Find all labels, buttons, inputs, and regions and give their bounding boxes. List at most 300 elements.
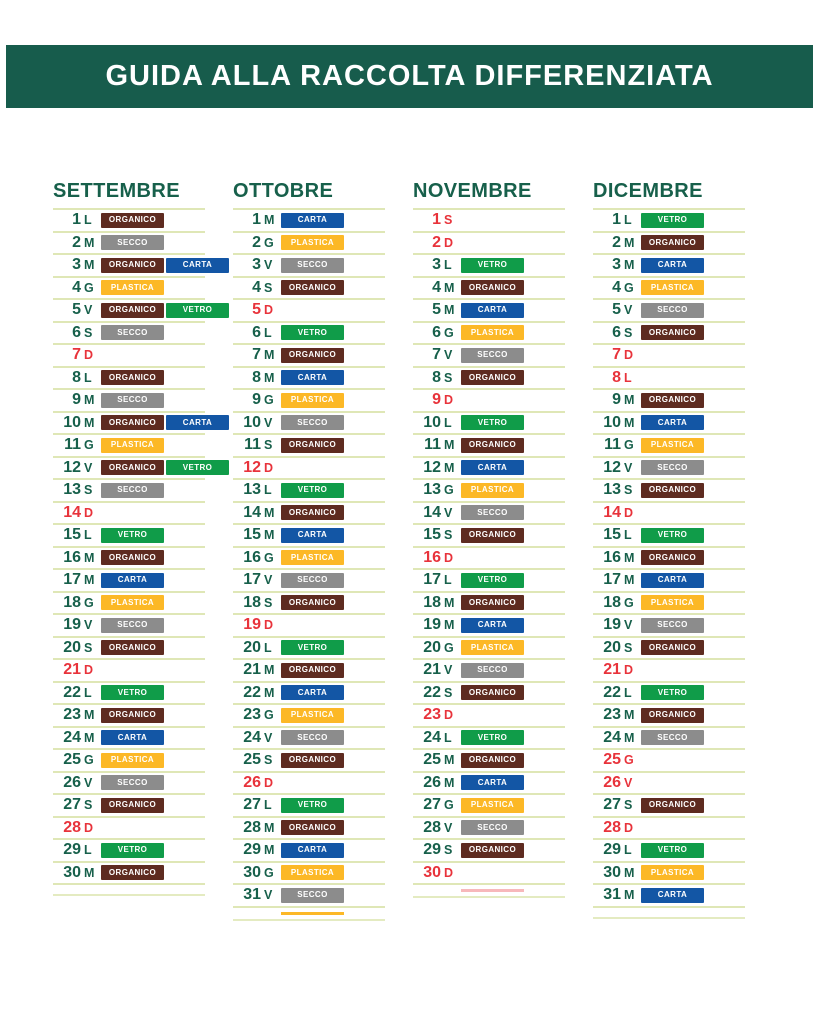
waste-badge-carta: CARTA — [281, 370, 344, 385]
waste-badges — [281, 663, 344, 678]
day-row — [593, 458, 745, 481]
waste-badges — [461, 303, 524, 318]
day-row — [413, 278, 565, 301]
day-row — [233, 638, 385, 661]
weekday-letter: L — [444, 573, 452, 587]
waste-badge-carta: CARTA — [101, 573, 164, 588]
day-row — [53, 413, 213, 436]
weekday-letter: V — [264, 258, 273, 272]
weekday-letter: L — [624, 685, 632, 700]
day-row — [53, 323, 205, 346]
cropped-separator-line — [593, 917, 745, 919]
waste-badge-plastica: PLASTICA — [281, 708, 344, 723]
day-number: 30 — [603, 863, 621, 881]
day-row — [413, 840, 565, 863]
weekday-letter: V — [264, 573, 273, 587]
waste-badges — [641, 888, 704, 903]
weekday-letter: M — [264, 528, 275, 542]
day-row — [53, 435, 205, 458]
weekday-letter: L — [444, 415, 452, 430]
day-row — [593, 863, 745, 886]
day-number: 5 — [72, 301, 81, 319]
weekday-letter: M — [84, 393, 95, 407]
weekday-letter: M — [444, 280, 455, 295]
waste-badge-secco: SECCO — [101, 235, 164, 250]
day-row — [233, 278, 385, 301]
weekday-letter: L — [84, 213, 92, 227]
weekday-letter: S — [444, 370, 453, 385]
waste-badges — [281, 573, 344, 588]
weekday-letter: L — [264, 798, 272, 812]
day-number: 12 — [423, 458, 441, 476]
waste-badges — [461, 618, 524, 633]
day-number: 14 — [603, 503, 621, 521]
day-number: 23 — [63, 706, 81, 724]
day-number: 1 — [612, 211, 621, 229]
weekday-letter: G — [444, 640, 454, 655]
weekday-letter: G — [624, 753, 634, 767]
waste-badge-organico: ORGANICO — [101, 865, 164, 880]
day-row — [233, 413, 385, 436]
waste-badges — [101, 865, 164, 880]
waste-badges — [641, 303, 704, 318]
waste-badge-organico: ORGANICO — [101, 798, 164, 813]
waste-badge-vetro: VETRO — [101, 843, 164, 858]
day-row — [593, 818, 745, 841]
day-number: 16 — [243, 548, 261, 566]
weekday-letter: D — [84, 348, 94, 362]
weekday-letter: L — [444, 730, 452, 745]
waste-badges — [281, 753, 344, 768]
weekday-letter: M — [624, 258, 635, 272]
waste-badge-vetro: VETRO — [281, 325, 344, 340]
day-number: 17 — [243, 571, 261, 589]
waste-badges — [641, 865, 704, 880]
weekday-letter: V — [624, 618, 633, 632]
month-column-novembre — [413, 180, 580, 921]
weekday-letter: D — [624, 820, 634, 835]
waste-badges — [101, 775, 164, 790]
day-row — [413, 570, 565, 593]
weekday-letter: L — [84, 685, 92, 700]
day-row — [233, 818, 385, 841]
day-row — [593, 840, 745, 863]
month-column-dicembre — [593, 180, 760, 921]
waste-badges — [641, 213, 704, 228]
waste-badge-organico: ORGANICO — [101, 258, 164, 273]
day-row — [593, 750, 745, 773]
weekday-letter: V — [444, 505, 453, 520]
cropped-separator-line — [233, 919, 385, 921]
waste-badge-organico: ORGANICO — [641, 483, 704, 498]
waste-badges — [281, 888, 344, 903]
waste-badges — [461, 528, 524, 543]
waste-badges — [641, 550, 704, 565]
day-number: 1 — [432, 211, 441, 229]
day-number: 18 — [63, 593, 81, 611]
day-row — [413, 683, 565, 706]
day-row — [233, 750, 385, 773]
waste-badge-secco: SECCO — [281, 888, 344, 903]
waste-badge-vetro: VETRO — [166, 460, 229, 475]
day-number: 19 — [603, 616, 621, 634]
weekday-letter: V — [264, 730, 273, 745]
waste-badges — [641, 708, 704, 723]
weekday-letter: L — [444, 258, 452, 272]
waste-badges — [641, 573, 704, 588]
waste-badge-secco: SECCO — [461, 663, 524, 678]
day-row — [53, 728, 205, 751]
waste-badge-secco: SECCO — [101, 618, 164, 633]
day-row — [233, 300, 385, 323]
day-row — [53, 638, 205, 661]
day-row — [593, 728, 745, 751]
day-row — [413, 413, 565, 436]
waste-badge-organico: ORGANICO — [641, 798, 704, 813]
waste-badges — [281, 730, 344, 745]
day-number: 4 — [612, 278, 621, 296]
day-row — [413, 593, 565, 616]
waste-badges — [641, 685, 704, 700]
day-row — [53, 210, 205, 233]
waste-badges — [641, 235, 704, 250]
waste-badges — [101, 325, 164, 340]
day-row — [233, 705, 385, 728]
waste-badge-organico: ORGANICO — [101, 708, 164, 723]
waste-badges — [101, 708, 164, 723]
weekday-letter: M — [84, 708, 95, 722]
day-number: 15 — [423, 526, 441, 544]
day-number: 12 — [63, 458, 81, 476]
weekday-letter: D — [444, 235, 454, 250]
weekday-letter: M — [84, 235, 95, 250]
day-row — [413, 638, 565, 661]
waste-badge-plastica: PLASTICA — [101, 595, 164, 610]
weekday-letter: V — [444, 663, 453, 677]
waste-badge-carta: CARTA — [166, 258, 229, 273]
day-number: 6 — [72, 323, 81, 341]
weekday-letter: D — [624, 505, 634, 520]
day-number: 8 — [252, 368, 261, 386]
day-number: 31 — [603, 886, 621, 904]
day-row — [413, 458, 565, 481]
weekday-letter: D — [444, 708, 454, 722]
weekday-letter: L — [624, 528, 632, 542]
day-row — [53, 300, 213, 323]
waste-badge-organico: ORGANICO — [461, 438, 524, 453]
weekday-letter: L — [624, 213, 632, 227]
waste-badge-secco: SECCO — [461, 505, 524, 520]
day-number: 30 — [423, 863, 441, 881]
day-row — [413, 750, 565, 773]
day-row — [233, 795, 385, 818]
waste-badges — [641, 528, 704, 543]
day-row — [413, 435, 565, 458]
day-row — [413, 728, 565, 751]
cropped-next-row-hint — [281, 912, 344, 915]
weekday-letter: V — [84, 460, 93, 475]
day-number: 23 — [243, 706, 261, 724]
waste-badge-plastica: PLASTICA — [281, 393, 344, 408]
day-row — [233, 548, 385, 571]
weekday-letter: G — [624, 280, 634, 295]
waste-badge-organico: ORGANICO — [281, 438, 344, 453]
day-row — [593, 300, 745, 323]
weekday-letter: V — [84, 775, 93, 790]
waste-badge-organico: ORGANICO — [281, 595, 344, 610]
day-number: 30 — [63, 863, 81, 881]
weekday-letter: S — [264, 595, 273, 610]
day-row — [53, 278, 205, 301]
day-row — [593, 683, 745, 706]
waste-badges — [641, 730, 704, 745]
day-number: 27 — [243, 796, 261, 814]
weekday-letter: M — [444, 618, 455, 632]
waste-badges — [281, 820, 344, 835]
waste-badge-organico: ORGANICO — [641, 393, 704, 408]
day-number: 24 — [63, 728, 81, 746]
weekday-letter: G — [444, 325, 454, 340]
waste-badge-organico: ORGANICO — [101, 213, 164, 228]
day-number: 26 — [63, 773, 81, 791]
day-row — [233, 525, 385, 548]
weekday-letter: M — [84, 865, 95, 880]
waste-badge-plastica: PLASTICA — [101, 753, 164, 768]
day-number: 6 — [612, 323, 621, 341]
waste-badge-carta: CARTA — [166, 415, 229, 430]
day-row — [593, 615, 745, 638]
day-number: 7 — [72, 346, 81, 364]
waste-badges — [641, 460, 704, 475]
waste-badges — [281, 865, 344, 880]
weekday-letter: V — [444, 348, 453, 362]
day-row — [593, 278, 745, 301]
waste-badges — [101, 618, 164, 633]
weekday-letter: S — [84, 798, 93, 812]
cropped-separator-line — [53, 894, 205, 896]
guide-title: GUIDA ALLA RACCOLTA DIFFERENZIATA — [105, 60, 714, 92]
day-row — [53, 548, 205, 571]
weekday-letter: M — [84, 573, 95, 587]
day-number: 25 — [243, 751, 261, 769]
weekday-letter: S — [84, 325, 93, 340]
weekday-letter: M — [624, 550, 635, 565]
waste-badge-vetro: VETRO — [641, 843, 704, 858]
waste-badge-organico: ORGANICO — [461, 843, 524, 858]
day-number: 29 — [603, 841, 621, 859]
day-number: 11 — [244, 436, 261, 454]
day-row — [593, 548, 745, 571]
weekday-letter: M — [444, 595, 455, 610]
day-row — [413, 390, 565, 413]
waste-badges — [461, 820, 524, 835]
day-row — [53, 525, 205, 548]
weekday-letter: M — [624, 235, 635, 250]
day-number: 10 — [603, 413, 621, 431]
weekday-letter: M — [264, 820, 275, 835]
day-row — [593, 480, 745, 503]
weekday-letter: V — [264, 888, 273, 902]
day-row — [413, 795, 565, 818]
waste-badges — [281, 438, 344, 453]
month-rows — [413, 208, 565, 885]
day-number: 3 — [612, 256, 621, 274]
day-row — [53, 795, 205, 818]
day-number: 28 — [603, 818, 621, 836]
day-row — [593, 593, 745, 616]
day-row — [233, 233, 385, 256]
waste-badges — [461, 640, 524, 655]
waste-badge-organico: ORGANICO — [461, 595, 524, 610]
waste-badges — [281, 348, 344, 363]
waste-badges — [101, 213, 164, 228]
day-number: 1 — [252, 211, 261, 229]
weekday-letter: G — [264, 865, 274, 880]
waste-badge-organico: ORGANICO — [641, 325, 704, 340]
waste-badges — [281, 798, 344, 813]
day-row — [233, 570, 385, 593]
day-row — [233, 323, 385, 346]
waste-badges — [101, 843, 164, 858]
weekday-letter: D — [624, 663, 634, 677]
day-row — [53, 503, 205, 526]
waste-badge-plastica: PLASTICA — [641, 865, 704, 880]
weekday-letter: S — [84, 483, 93, 497]
weekday-letter: S — [444, 213, 453, 227]
waste-badge-organico: ORGANICO — [101, 303, 164, 318]
month-rows — [53, 208, 213, 885]
weekday-letter: M — [624, 730, 635, 745]
day-number: 19 — [243, 616, 261, 634]
day-number: 9 — [432, 391, 441, 409]
weekday-letter: S — [264, 753, 273, 767]
waste-badges — [101, 235, 164, 250]
day-number: 29 — [63, 841, 81, 859]
weekday-letter: D — [264, 303, 274, 317]
waste-badges — [461, 663, 524, 678]
waste-badges — [101, 303, 229, 318]
weekday-letter: S — [264, 438, 273, 452]
waste-badges — [281, 483, 344, 498]
weekday-letter: M — [624, 865, 635, 880]
weekday-letter: M — [84, 550, 95, 565]
waste-badge-vetro: VETRO — [641, 213, 704, 228]
waste-badges — [101, 415, 229, 430]
weekday-letter: D — [444, 550, 454, 565]
weekday-letter: L — [624, 843, 632, 857]
day-number: 21 — [603, 661, 621, 679]
waste-badges — [101, 595, 164, 610]
day-row — [593, 885, 745, 908]
day-row — [233, 840, 385, 863]
day-row — [53, 255, 213, 278]
weekday-letter: M — [624, 708, 635, 722]
waste-badge-organico: ORGANICO — [281, 753, 344, 768]
waste-badges — [641, 415, 704, 430]
waste-badge-vetro: VETRO — [166, 303, 229, 318]
waste-badges — [641, 438, 704, 453]
day-row — [413, 480, 565, 503]
day-row — [593, 345, 745, 368]
waste-badge-vetro: VETRO — [281, 798, 344, 813]
waste-badge-organico: ORGANICO — [641, 550, 704, 565]
day-number: 24 — [423, 728, 441, 746]
day-number: 21 — [63, 661, 81, 679]
day-number: 14 — [63, 503, 81, 521]
day-number: 20 — [63, 638, 81, 656]
day-row — [53, 593, 205, 616]
day-number: 28 — [63, 818, 81, 836]
waste-badges — [281, 393, 344, 408]
day-number: 22 — [603, 683, 621, 701]
waste-badge-organico: ORGANICO — [641, 708, 704, 723]
month-column-ottobre — [233, 180, 400, 921]
waste-badge-plastica: PLASTICA — [641, 438, 704, 453]
waste-badges — [101, 730, 164, 745]
waste-badges — [281, 370, 344, 385]
day-number: 20 — [243, 638, 261, 656]
day-number: 18 — [243, 593, 261, 611]
waste-badge-plastica: PLASTICA — [641, 595, 704, 610]
waste-badges — [101, 370, 164, 385]
weekday-letter: V — [624, 775, 633, 790]
weekday-letter: M — [84, 730, 95, 745]
day-number: 13 — [63, 481, 81, 499]
weekday-letter: L — [624, 370, 632, 385]
day-number: 8 — [72, 368, 81, 386]
weekday-letter: S — [444, 685, 453, 700]
weekday-letter: M — [264, 843, 275, 857]
day-row — [233, 863, 385, 886]
weekday-letter: V — [624, 460, 633, 475]
day-number: 24 — [603, 728, 621, 746]
day-number: 3 — [72, 256, 81, 274]
weekday-letter: L — [84, 370, 92, 385]
waste-badge-organico: ORGANICO — [461, 528, 524, 543]
cropped-next-row-hint — [461, 889, 524, 892]
waste-badges — [641, 483, 704, 498]
day-number: 5 — [612, 301, 621, 319]
day-number: 26 — [603, 773, 621, 791]
waste-badge-plastica: PLASTICA — [281, 865, 344, 880]
waste-badges — [461, 415, 524, 430]
waste-badge-plastica: PLASTICA — [461, 798, 524, 813]
waste-badges — [461, 325, 524, 340]
day-row — [233, 255, 385, 278]
day-row — [593, 660, 745, 683]
waste-badge-plastica: PLASTICA — [281, 550, 344, 565]
day-number: 1 — [72, 211, 81, 229]
waste-badges — [101, 528, 164, 543]
weekday-letter: D — [264, 775, 274, 790]
day-row — [593, 773, 745, 796]
day-number: 27 — [63, 796, 81, 814]
day-number: 15 — [63, 526, 81, 544]
weekday-letter: M — [444, 753, 455, 767]
waste-badge-organico: ORGANICO — [101, 415, 164, 430]
weekday-letter: M — [444, 303, 455, 317]
day-number: 14 — [423, 503, 441, 521]
waste-badge-secco: SECCO — [641, 618, 704, 633]
weekday-letter: S — [624, 798, 633, 812]
waste-badges — [101, 573, 164, 588]
waste-badge-secco: SECCO — [281, 730, 344, 745]
waste-badge-secco: SECCO — [281, 573, 344, 588]
weekday-letter: G — [84, 438, 94, 452]
waste-badge-organico: ORGANICO — [641, 235, 704, 250]
waste-badges — [461, 843, 524, 858]
day-number: 7 — [432, 346, 441, 364]
